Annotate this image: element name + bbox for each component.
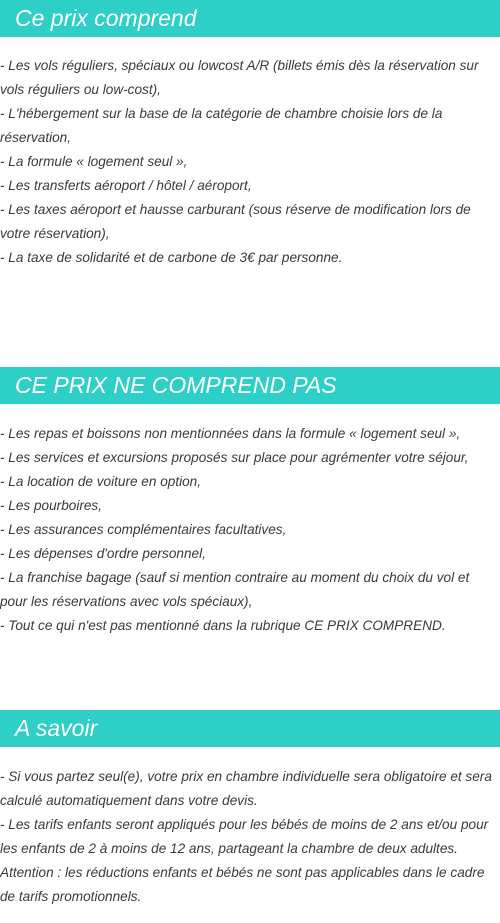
section-heading-ce-prix-ne-comprend-pas: CE PRIX NE COMPREND PAS bbox=[0, 367, 500, 404]
list-item: - Les pourboires, bbox=[0, 498, 103, 513]
list-item: - Les assurances complémentaires facultatives, bbox=[0, 522, 287, 537]
section-a-savoir bbox=[0, 710, 500, 923]
list-item: - Les dépenses d'ordre personnel, bbox=[0, 546, 206, 561]
list-item: - La taxe de solidarité et de carbone de 3€ par personne. bbox=[0, 250, 343, 265]
section-ce-prix-ne-comprend-pas bbox=[0, 367, 500, 652]
info-list bbox=[0, 765, 500, 909]
list-item: - Les repas et boissons non mentionnées dans la formule « logement seul », bbox=[0, 426, 461, 441]
list-item: - L'hébergement sur la base de la catégorie de chambre choisie lors de la réservation, bbox=[0, 106, 443, 145]
list-item: Attention : les réductions enfants et bébés ne sont pas applicables dans le cadre de tarifs promotionnels. bbox=[0, 865, 485, 904]
section-ce-prix-comprend bbox=[0, 0, 500, 284]
list-item: - Les transferts aéroport / hôtel / aéroport, bbox=[0, 178, 252, 193]
excluded-list bbox=[0, 422, 500, 638]
list-item: - Tout ce qui n'est pas mentionné dans la rubrique CE PRIX COMPREND. bbox=[0, 618, 446, 633]
list-item: - Si vous partez seul(e), votre prix en chambre individuelle sera obligatoire et sera calculé automatiquement dans votre devis. bbox=[0, 769, 492, 808]
list-item: - Les vols réguliers, spéciaux ou lowcost A/R (billets émis dès la réservation sur vols réguliers ou low-cost), bbox=[0, 58, 479, 97]
list-item: - Les services et excursions proposés sur place pour agrémenter votre séjour, bbox=[0, 450, 469, 465]
list-item: - Les taxes aéroport et hausse carburant (sous réserve de modification lors de votre réservation), bbox=[0, 202, 471, 241]
list-item: - La location de voiture en option, bbox=[0, 474, 202, 489]
included-list bbox=[0, 54, 500, 270]
section-heading-ce-prix-comprend: Ce prix comprend bbox=[0, 0, 500, 37]
list-item: - La franchise bagage (sauf si mention contraire au moment du choix du vol et pour les réservations avec vols spéciaux), bbox=[0, 570, 470, 609]
list-item: - La formule « logement seul », bbox=[0, 154, 188, 169]
section-heading-a-savoir: A savoir bbox=[0, 710, 500, 747]
list-item: - Les tarifs enfants seront appliqués pour les bébés de moins de 2 ans et/ou pour les enfants de 2 à moins de 12 ans, partageant la chambre de deux adultes. bbox=[0, 817, 489, 856]
